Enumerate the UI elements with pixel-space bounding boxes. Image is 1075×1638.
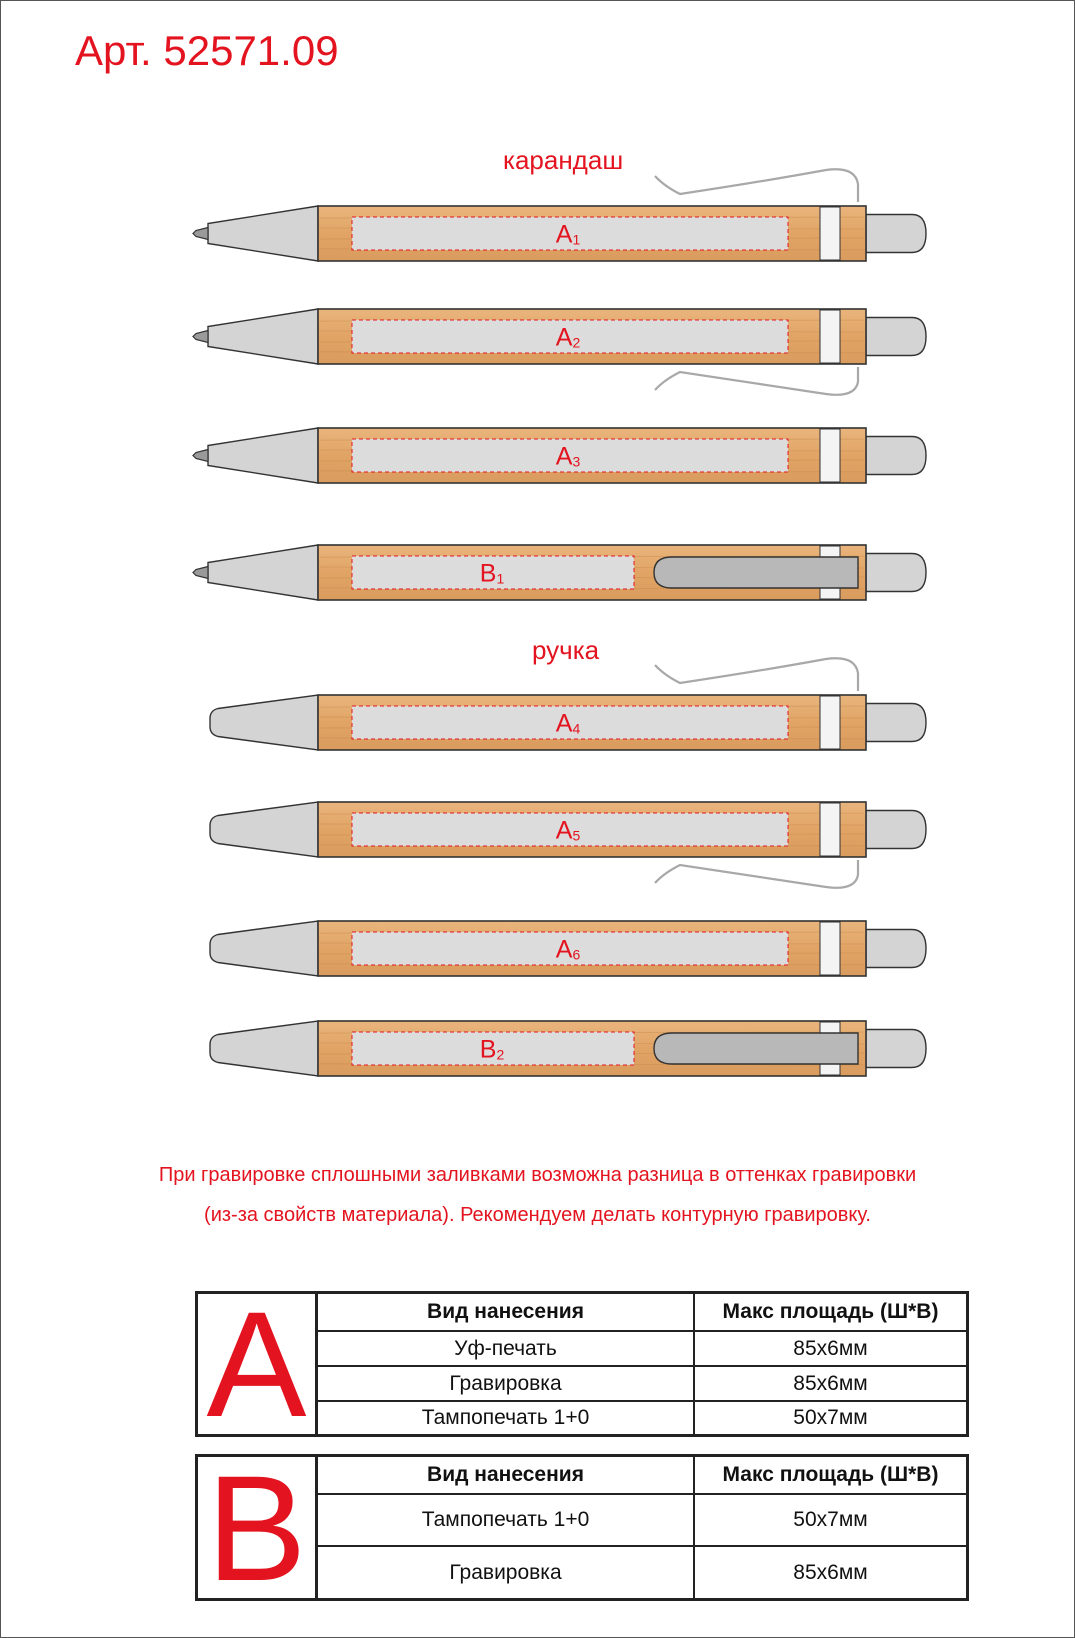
pen-6-ring — [820, 803, 840, 856]
pen-8-clip — [654, 1033, 858, 1064]
table-a-letter: A — [198, 1294, 318, 1434]
pen-8-area-label: B2 — [479, 1035, 505, 1064]
pen-1-pencil-tip — [193, 228, 208, 240]
pen-2-ring — [820, 310, 840, 363]
pencil-section-label: карандаш — [503, 145, 624, 175]
table-b-header-row — [318, 1457, 966, 1495]
pen-6-clip — [655, 860, 858, 888]
pen-2-clip — [655, 367, 858, 395]
pen-1-area-label: A1 — [555, 220, 581, 249]
pen-section-label: ручка — [532, 635, 600, 665]
table-b-row-1-method: Тампопечать 1+0 — [318, 1495, 695, 1545]
table-a-row-3-method: Тампопечать 1+0 — [318, 1402, 695, 1434]
pen-4-clip — [654, 557, 858, 588]
pen-1-cone — [208, 206, 318, 261]
pen-2-cone — [208, 309, 318, 364]
pen-7-button — [866, 930, 926, 968]
table-a-row-2-area: 85x6мм — [793, 1371, 868, 1395]
pen-6-cone — [210, 802, 318, 857]
table-b-header-method: Вид нанесения — [318, 1457, 695, 1493]
pen-7-area-label: A6 — [555, 935, 581, 964]
pen-1-clip — [655, 169, 858, 202]
pen-3-pencil-tip — [193, 450, 208, 462]
table-b — [195, 1443, 969, 1612]
pen-1-button — [866, 215, 926, 253]
table-a-row-1-area: 85x6мм — [793, 1336, 868, 1360]
pen-6-area-label: A5 — [555, 816, 581, 845]
table-a-header-method: Вид нанесения — [318, 1294, 695, 1330]
pen-4-area-label: B1 — [479, 559, 505, 588]
article-title: Арт. 52571.09 — [75, 27, 339, 74]
table-row — [318, 1495, 966, 1547]
pen-3-area-label: A3 — [555, 442, 581, 471]
pen-8-cone — [210, 1021, 318, 1076]
table-a-header-area: Макс площадь (Ш*В) — [722, 1300, 939, 1323]
pen-2-area-label: A2 — [555, 323, 581, 352]
table-row — [318, 1332, 966, 1367]
table-a-row-2-method: Гравировка — [318, 1367, 695, 1400]
table-a-header-row — [318, 1294, 966, 1332]
pen-2-pencil-tip — [193, 331, 208, 343]
pen-2-button — [866, 318, 926, 356]
table-a-row-1-method: Уф-печать — [318, 1332, 695, 1365]
pen-5-cone — [210, 695, 318, 750]
pen-3-button — [866, 437, 926, 475]
pen-1-ring — [820, 207, 840, 260]
table-a — [195, 1280, 969, 1448]
pen-5-area-label: A4 — [555, 709, 581, 738]
pen-5-clip — [655, 658, 858, 691]
pen-5-ring — [820, 696, 840, 749]
table-b-header-area: Макс площадь (Ш*В) — [722, 1463, 939, 1486]
pen-7-cone — [210, 921, 318, 976]
pen-4-cone — [208, 545, 318, 600]
pen-8-button — [866, 1030, 926, 1068]
table-b-row-1-area: 50x7мм — [793, 1508, 868, 1531]
table-row — [318, 1367, 966, 1402]
table-row — [318, 1547, 966, 1598]
engraving-note-line-1: При гравировке сплошными заливками возможна разница в оттенках гравировки — [158, 1164, 917, 1186]
table-b-row-2-area: 85x6мм — [793, 1560, 868, 1584]
pen-6-button — [866, 811, 926, 849]
table-row — [318, 1402, 966, 1434]
pen-4-button — [866, 554, 926, 592]
pen-3-ring — [820, 429, 840, 482]
pen-4-pencil-tip — [193, 567, 208, 579]
table-b-row-2-method: Гравировка — [318, 1547, 695, 1598]
table-b-letter: B — [198, 1457, 318, 1598]
table-a-row-3-area: 50x7мм — [793, 1406, 868, 1429]
pen-3-cone — [208, 428, 318, 483]
pen-5-button — [866, 704, 926, 742]
engraving-note-line-2: (из-за свойств материала). Рекомендуем делать контурную гравировку. — [204, 1204, 871, 1226]
pen-7-ring — [820, 922, 840, 975]
